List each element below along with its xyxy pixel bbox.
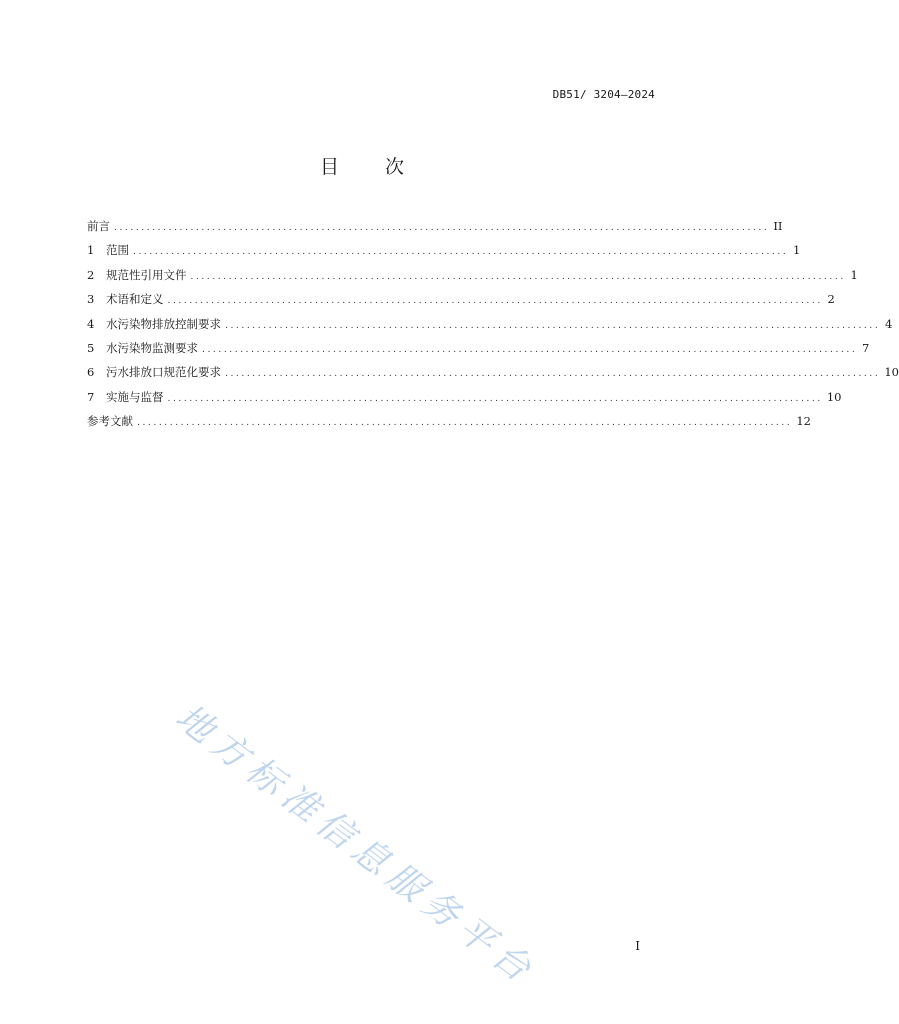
toc-entry-page: 4 — [884, 316, 893, 331]
toc-entry-number: 2 — [87, 267, 95, 282]
toc-leader-dots: ........................................................................................................................ — [167, 296, 823, 307]
toc-entry-terms-definitions[interactable] — [87, 291, 835, 315]
toc-entry-label: 参考文献 — [87, 414, 133, 429]
toc-entry-label: 水污染物排放控制要求 — [106, 316, 221, 331]
toc-entry-outlet-standardization[interactable] — [87, 364, 899, 388]
page-number: I — [635, 939, 640, 953]
toc-entry-page: 7 — [861, 340, 870, 355]
toc-entry-label: 范围 — [106, 243, 129, 258]
toc-title-char-1: 目 — [319, 156, 339, 178]
toc-entry-page: 10 — [826, 389, 842, 404]
toc-entry-label: 实施与监督 — [106, 389, 164, 404]
toc-leader-dots: ........................................................................................................................ — [225, 320, 881, 331]
toc-entry-monitoring[interactable] — [87, 340, 870, 364]
toc-leader-dots: ........................................................................................................................ — [225, 369, 881, 380]
toc-entry-number: 7 — [87, 389, 95, 404]
toc-leader-dots: ........................................................................................................................ — [167, 393, 823, 404]
toc-title-char-2: 次 — [385, 156, 405, 178]
toc-leader-dots: ........................................................................................................................ — [114, 223, 770, 233]
toc-entry-emission-control[interactable] — [87, 316, 893, 340]
table-of-contents — [87, 218, 899, 438]
toc-entry-page: II — [773, 219, 783, 233]
toc-entry-label: 前言 — [87, 219, 110, 233]
toc-entry-number: 4 — [87, 316, 95, 331]
toc-entry-label: 规范性引用文件 — [106, 267, 187, 282]
toc-entry-label: 术语和定义 — [106, 292, 164, 307]
toc-entry-bibliography[interactable] — [87, 413, 811, 437]
toc-entry-number: 3 — [87, 292, 95, 307]
toc-entry-implementation[interactable] — [87, 389, 842, 413]
toc-entry-number: 6 — [87, 365, 95, 380]
toc-entry-page: 1 — [792, 243, 801, 258]
toc-entry-page: 10 — [884, 365, 899, 380]
toc-leader-dots: ........................................................................................................................ — [202, 344, 858, 355]
toc-entry-page: 12 — [796, 414, 811, 429]
toc-entry-number: 5 — [87, 340, 95, 355]
toc-entry-normative-references[interactable] — [87, 267, 858, 291]
toc-title — [0, 152, 724, 179]
toc-entry-page: 1 — [850, 267, 858, 282]
toc-entry-scope[interactable] — [87, 242, 801, 266]
toc-entry-number: 1 — [87, 243, 95, 258]
toc-leader-dots: ........................................................................................................................ — [190, 271, 846, 282]
toc-entry-foreword[interactable] — [87, 218, 783, 242]
watermark-text: 地方标准信息服务平台 — [167, 696, 544, 995]
toc-leader-dots: ........................................................................................................................ — [133, 247, 789, 258]
toc-leader-dots: ........................................................................................................................ — [137, 418, 793, 429]
toc-entry-label: 水污染物监测要求 — [106, 340, 198, 355]
document-code: DB51/ 3204—2024 — [552, 88, 655, 101]
toc-entry-page: 2 — [827, 292, 835, 307]
toc-entry-label: 污水排放口规范化要求 — [106, 365, 221, 380]
